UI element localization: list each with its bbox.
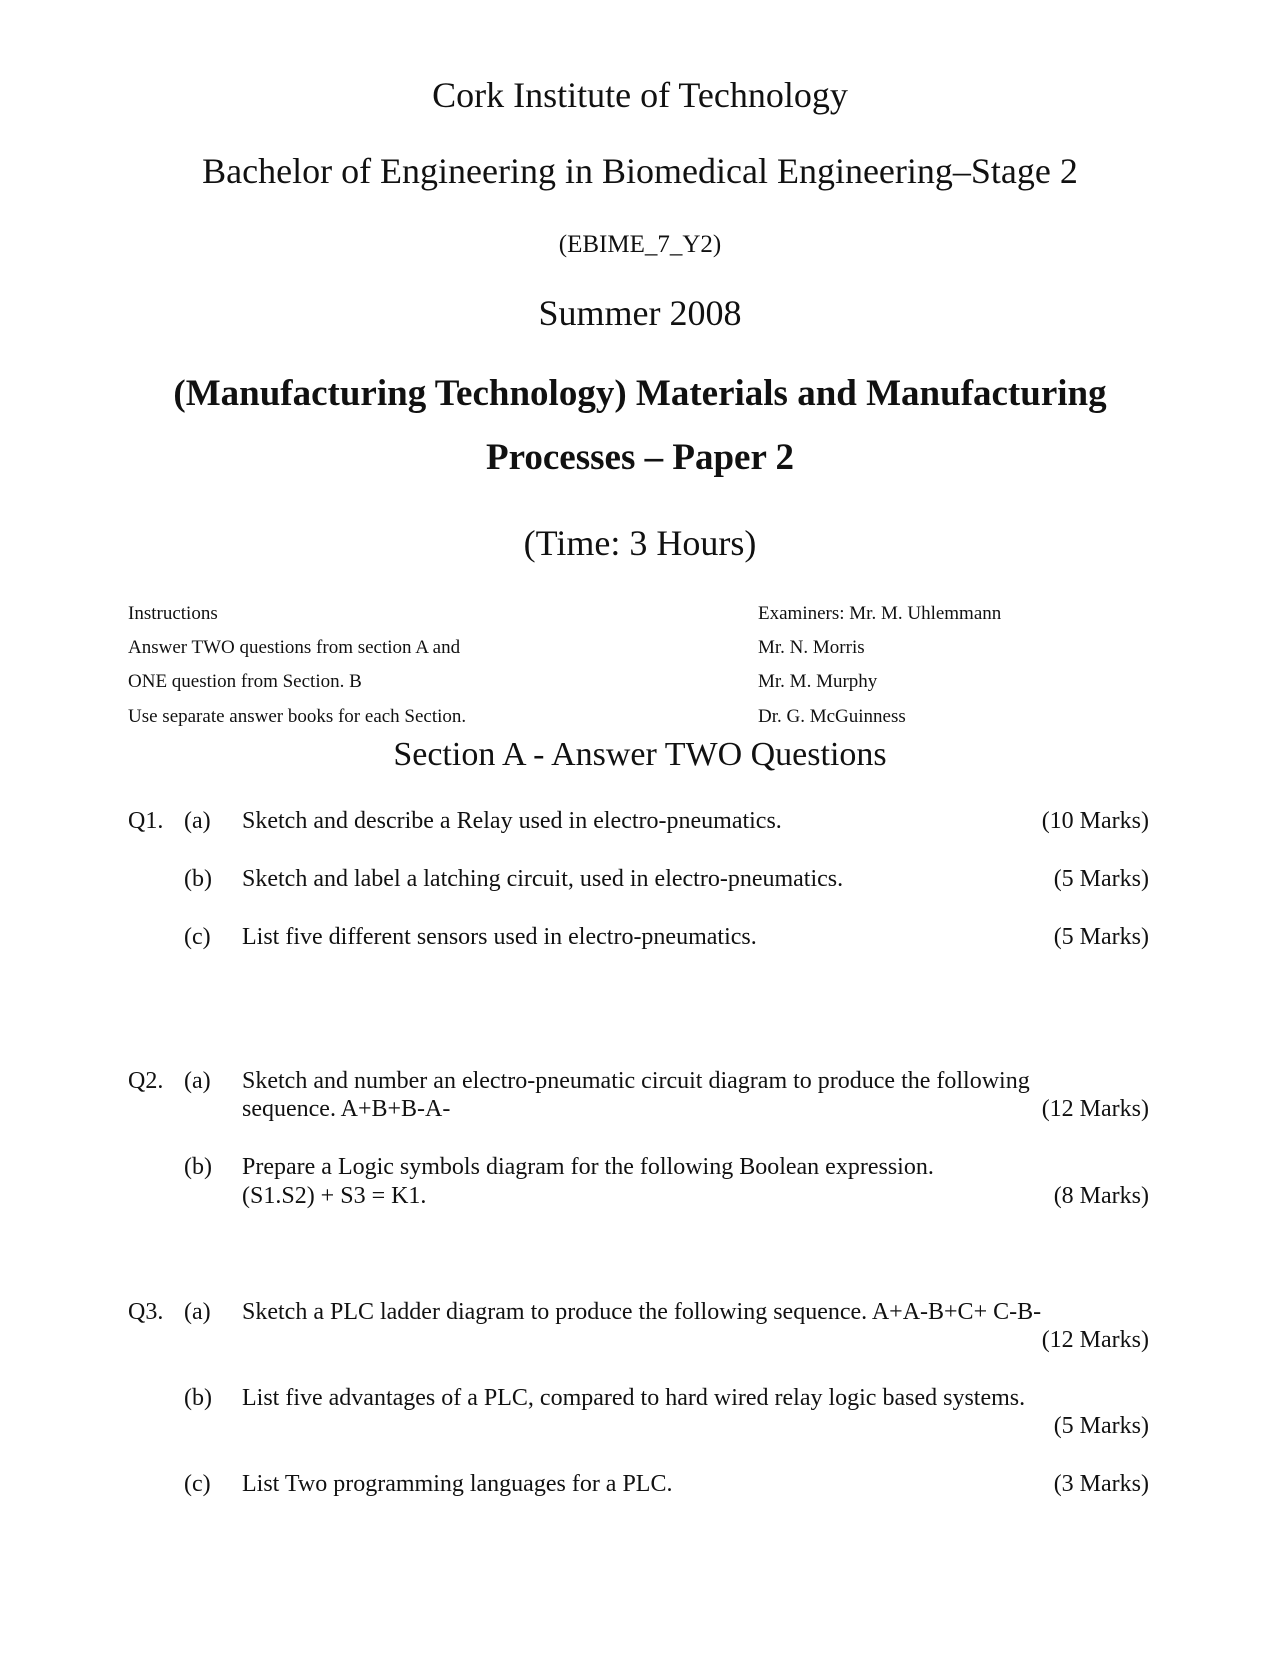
question-part-label: (b) bbox=[184, 1385, 212, 1411]
question-marks: (5 Marks) bbox=[1053, 924, 1149, 950]
question-marks: (8 Marks) bbox=[1053, 1183, 1149, 1209]
question-marks: (5 Marks) bbox=[1053, 866, 1149, 892]
question-text: List five different sensors used in electro-pneumatics. bbox=[242, 924, 757, 950]
examiner-line: Examiners: Mr. M. Uhlemmann bbox=[758, 603, 1002, 624]
section-a-heading: Section A - Answer TWO Questions bbox=[393, 736, 887, 773]
programme-code: (EBIME_7_Y2) bbox=[558, 231, 722, 258]
question-text: List Two programming languages for a PLC. bbox=[242, 1471, 673, 1497]
instruction-line: Answer TWO questions from section A and bbox=[128, 637, 461, 658]
programme-name: Bachelor of Engineering in Biomedical Engineering–Stage 2 bbox=[202, 151, 1078, 191]
examiner-line: Mr. N. Morris bbox=[758, 637, 865, 658]
question-text-continued: (S1.S2) + S3 = K1. bbox=[242, 1183, 427, 1209]
question-part-label: (a) bbox=[184, 1299, 211, 1325]
question-part-label: (c) bbox=[184, 1471, 211, 1497]
question-marks: (12 Marks) bbox=[1041, 1096, 1149, 1122]
exam-duration: (Time: 3 Hours) bbox=[523, 523, 757, 563]
question-marks: (3 Marks) bbox=[1053, 1471, 1149, 1497]
question-marks: (12 Marks) bbox=[1041, 1327, 1149, 1353]
question-part-label: (b) bbox=[184, 1154, 212, 1180]
exam-session: Summer 2008 bbox=[538, 293, 742, 333]
question-number: Q1. bbox=[128, 808, 164, 834]
question-text: Sketch a PLC ladder diagram to produce the following sequence. A+A-B+C+ C-B- bbox=[242, 1299, 1042, 1325]
instructions-heading: Instructions bbox=[128, 603, 218, 624]
question-part-label: (a) bbox=[184, 808, 211, 834]
instruction-line: ONE question from Section. B bbox=[128, 671, 362, 692]
paper-title-line-2: Processes – Paper 2 bbox=[486, 437, 794, 478]
question-number: Q3. bbox=[128, 1299, 164, 1325]
question-part-label: (a) bbox=[184, 1068, 211, 1094]
question-part-label: (c) bbox=[184, 924, 211, 950]
question-marks: (10 Marks) bbox=[1041, 808, 1149, 834]
question-text: List five advantages of a PLC, compared to hard wired relay logic based systems. bbox=[242, 1385, 1026, 1411]
question-text: Sketch and label a latching circuit, used in electro-pneumatics. bbox=[242, 866, 844, 892]
question-text: Prepare a Logic symbols diagram for the following Boolean expression. bbox=[242, 1154, 934, 1180]
question-marks: (5 Marks) bbox=[1053, 1413, 1149, 1439]
question-text: Sketch and describe a Relay used in electro-pneumatics. bbox=[242, 808, 782, 834]
examiner-line: Mr. M. Murphy bbox=[758, 671, 878, 692]
question-text-continued: sequence. A+B+B-A- bbox=[242, 1096, 451, 1122]
institution-name: Cork Institute of Technology bbox=[432, 75, 848, 115]
instruction-line: Use separate answer books for each Section. bbox=[128, 706, 467, 727]
examiner-line: Dr. G. McGuinness bbox=[758, 706, 906, 727]
question-part-label: (b) bbox=[184, 866, 212, 892]
paper-title-line-1: (Manufacturing Technology) Materials and Manufacturing bbox=[173, 373, 1107, 414]
question-number: Q2. bbox=[128, 1068, 164, 1094]
question-text: Sketch and number an electro-pneumatic circuit diagram to produce the following bbox=[242, 1068, 1030, 1094]
